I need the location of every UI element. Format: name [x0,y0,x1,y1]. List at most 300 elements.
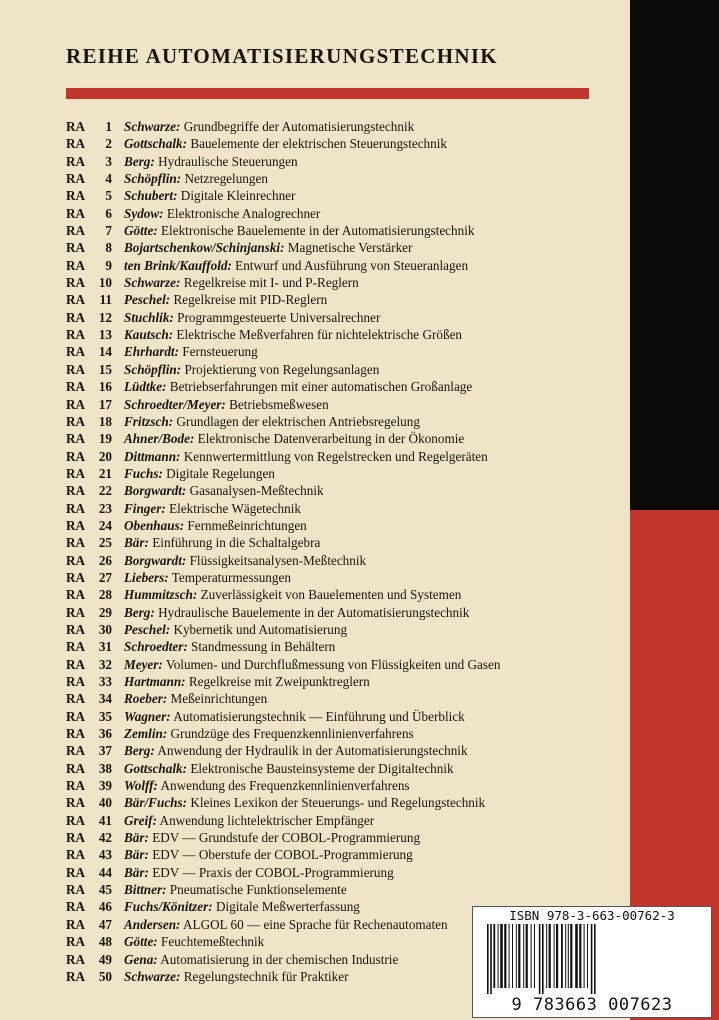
entry-text [124,760,454,777]
book-title: Digitale Regelungen [166,465,275,481]
book-title: Anwendung lichtelektrischer Empfänger [159,812,375,828]
volume-number: 43 [98,847,112,863]
volume-number: 27 [98,569,112,585]
series-entry [66,656,626,673]
series-prefix: RA [66,760,86,776]
entry-text [124,291,327,308]
series-prefix: RA [66,674,86,689]
entry-text [124,708,465,725]
book-title: Elektrische Wägetechnik [169,500,302,516]
series-entry [66,794,626,811]
entry-text [124,448,488,465]
series-prefix: RA [66,344,86,360]
book-title: Projektierung von Regelungsanlagen [184,361,380,377]
volume-number: 6 [105,205,112,221]
entry-text [124,413,420,430]
entry-text [124,465,275,482]
series-entry [66,517,626,534]
author-name: Lüdtke: [124,379,167,395]
series-prefix: RA [66,119,86,134]
volume-number: 48 [98,934,112,950]
red-divider-rule [66,88,589,99]
entry-text [124,638,335,655]
entry-text [124,552,366,569]
book-title: Pneumatische Funktionselemente [169,882,347,898]
author-name: Wolff: [124,778,158,794]
book-title: Anwendung des Frequenzkennlinienverfahrens [160,778,410,794]
series-entry [66,742,626,759]
author-name: Ehrhardt: [124,344,179,360]
author-name: Hartmann: [124,674,186,689]
series-entry [66,135,626,152]
book-title: Automatisierung in der chemischen Industrie [160,951,399,967]
volume-number: 40 [98,795,112,811]
author-name: Berg: [124,743,155,759]
series-entry [66,552,626,569]
series-prefix: RA [66,223,86,239]
entry-text [124,517,307,534]
author-name: Bär: [124,864,149,880]
book-title: Zuverlässigkeit von Bauelementen und Systemen [200,587,462,603]
author-name: Peschel: [124,292,171,308]
author-name: Gottschalk: [124,760,188,776]
series-entry [66,881,626,898]
series-prefix: RA [66,188,86,204]
series-entry [66,118,626,135]
volume-number: 41 [98,812,112,828]
entry-text [124,343,258,360]
series-prefix: RA [66,569,86,585]
author-name: Götte: [124,934,158,950]
series-prefix: RA [66,205,86,221]
entry-text [124,951,398,968]
author-name: Peschel: [124,621,171,637]
series-entry [66,638,626,655]
series-entry [66,690,626,707]
series-entry [66,604,626,621]
author-name: Sydow: [124,205,164,221]
volume-number: 36 [98,726,112,742]
author-name: Bär: [124,847,149,863]
series-prefix: RA [66,864,86,880]
book-title: Volumen- und Durchflußmessung von Flüssigkeiten und Gasen [165,656,501,672]
author-name: Zemlin: [124,726,168,742]
volume-number: 45 [98,882,112,898]
book-title: ALGOL 60 — eine Sprache für Rechenautomaten [183,916,448,932]
entry-text [124,777,410,794]
book-title: Regelkreise mit PID-Reglern [173,292,328,308]
series-prefix: RA [66,361,86,377]
author-name: Finger: [124,500,166,516]
book-title: EDV — Praxis der COBOL-Programmierung [152,864,394,880]
entry-text [124,482,324,499]
entry-text [124,500,301,517]
volume-number: 30 [98,621,112,637]
book-title: Einführung in die Schaltalgebra [152,535,321,551]
series-prefix: RA [66,968,86,984]
series-entry [66,586,626,603]
volume-number: 17 [98,396,112,412]
author-name: Obenhaus: [124,517,185,533]
book-title: Elektronische Bausteinsysteme der Digitaltechnik [190,760,454,776]
series-entry [66,326,626,343]
volume-number: 11 [99,292,112,308]
book-title: Automatisierungstechnik — Einführung und Überblick [173,708,465,724]
entry-text [124,534,320,551]
volume-number: 37 [98,743,112,759]
series-prefix: RA [66,778,86,794]
entry-text [124,361,379,378]
book-title: Kennwertermittlung von Regelstrecken und Regelgeräten [183,448,488,464]
author-name: Schubert: [124,188,178,204]
entry-text [124,187,295,204]
volume-number: 23 [98,500,112,516]
series-entry [66,864,626,881]
entry-text [124,274,359,291]
book-title: Meßeinrichtungen [170,691,268,707]
series-entry [66,222,626,239]
author-name: Bär: [124,830,149,846]
series-entry [66,378,626,395]
volume-number: 39 [98,778,112,794]
series-entry [66,153,626,170]
volume-number: 35 [98,708,112,724]
series-entry [66,187,626,204]
author-name: Meyer: [124,656,163,672]
book-title: Betriebsmeßwesen [229,396,329,412]
author-name: Berg: [124,604,155,620]
volume-number: 20 [98,448,112,464]
series-entry [66,170,626,187]
book-title: Flüssigkeitsanalysen-Meßtechnik [189,552,367,568]
series-entry [66,257,626,274]
entry-text [124,621,347,638]
book-title: Elektronische Datenverarbeitung in der Ökonomie [197,431,465,447]
volume-number: 4 [105,171,112,187]
volume-number: 47 [98,916,112,932]
author-name: Dittmann: [124,448,181,464]
author-name: Bär: [124,535,149,551]
book-title: Betriebserfahrungen mit einer automatischen Großanlage [169,379,473,395]
series-entry [66,413,626,430]
entry-text [124,569,291,586]
entry-text [124,673,370,690]
volume-number: 46 [98,899,112,915]
author-name: Kautsch: [124,327,174,343]
series-title: REIHE AUTOMATISIERUNGSTECHNIK [66,44,498,68]
author-name: Greif: [124,812,157,828]
series-prefix: RA [66,726,86,742]
book-title: Netzregelungen [184,171,268,187]
series-prefix: RA [66,292,86,308]
series-prefix: RA [66,171,86,187]
author-name: Ahner/Bode: [124,431,195,447]
author-name: Stuchlik: [124,309,174,325]
author-name: Borgwardt: [124,483,187,499]
entry-text [124,812,374,829]
author-name: Fuchs/Könitzer: [124,899,213,915]
entry-text [124,968,349,985]
book-title: Digitale Kleinrechner [180,188,296,204]
series-prefix: RA [66,465,86,481]
volume-number: 10 [98,275,112,291]
author-name: ten Brink/Kauffold: [124,257,232,273]
volume-number: 42 [98,830,112,846]
volume-number: 38 [98,760,112,776]
volume-number: 19 [98,431,112,447]
series-prefix: RA [66,136,86,152]
series-entry [66,361,626,378]
author-name: Bär/Fuchs: [124,795,188,811]
series-list [66,118,626,985]
book-title: Gasanalysen-Meßtechnik [189,483,324,499]
entry-text [124,222,474,239]
isbn-barcode [472,906,712,1018]
volume-number: 34 [98,691,112,707]
entry-text [124,725,414,742]
entry-text [124,864,394,881]
series-prefix: RA [66,656,86,672]
book-title: Regelkreise mit Zweipunktreglern [188,674,370,689]
author-name: Schöpflin: [124,361,182,377]
volume-number: 24 [98,517,112,533]
series-entry [66,725,626,742]
volume-number: 12 [98,309,112,325]
series-prefix: RA [66,431,86,447]
series-prefix: RA [66,691,86,707]
author-name: Liebers: [124,569,169,585]
author-name: Schwarze: [124,968,181,984]
author-name: Gottschalk: [124,136,188,152]
volume-number: 18 [98,413,112,429]
book-title: Kybernetik und Automatisierung [173,621,348,637]
entry-text [124,898,360,915]
series-entry [66,205,626,222]
entry-text [124,690,267,707]
series-entry [66,500,626,517]
author-name: Schöpflin: [124,171,182,187]
entry-text [124,829,420,846]
volume-number: 15 [98,361,112,377]
series-prefix: RA [66,275,86,291]
book-title: Regelkreise mit I- und P-Reglern [183,275,359,291]
author-name: Fritzsch: [124,413,174,429]
series-entry [66,673,626,690]
entry-text [124,881,347,898]
entry-text [124,933,264,950]
entry-text [124,604,469,621]
entry-text [124,656,500,673]
volume-number: 25 [98,535,112,551]
volume-number: 33 [98,674,112,689]
book-title: Temperaturmessungen [171,569,291,585]
series-entry [66,569,626,586]
entry-text [124,326,462,343]
series-entry [66,760,626,777]
entry-text [124,239,412,256]
entry-text [124,430,464,447]
entry-text [124,396,329,413]
book-title: EDV — Grundstufe der COBOL-Programmierung [152,830,421,846]
series-prefix: RA [66,708,86,724]
entry-text [124,135,447,152]
volume-number: 16 [98,379,112,395]
volume-number: 22 [98,483,112,499]
author-name: Schroedter: [124,639,188,655]
series-entry [66,846,626,863]
book-title: Grundlagen der elektrischen Antriebsregelung [176,413,420,429]
volume-number: 7 [105,223,112,239]
volume-number: 3 [105,153,112,169]
series-entry [66,448,626,465]
book-title: Grundbegriffe der Automatisierungstechnik [183,119,415,134]
entry-text [124,846,413,863]
author-name: Borgwardt: [124,552,187,568]
series-prefix: RA [66,951,86,967]
series-prefix: RA [66,153,86,169]
series-prefix: RA [66,448,86,464]
series-prefix: RA [66,413,86,429]
book-title: Kleines Lexikon der Steuerungs- und Regelungstechnik [190,795,486,811]
entry-text [124,794,485,811]
series-prefix: RA [66,830,86,846]
series-prefix: RA [66,396,86,412]
ean-digits: 9 783663 007623 [511,995,673,1015]
series-prefix: RA [66,483,86,499]
volume-number: 32 [98,656,112,672]
series-prefix: RA [66,535,86,551]
book-title: Elektrische Meßverfahren für nichtelektrische Größen [176,327,463,343]
barcode-bars [483,924,701,994]
volume-number: 13 [98,327,112,343]
book-title: EDV — Oberstufe der COBOL-Programmierung [152,847,413,863]
series-entry [66,274,626,291]
series-entry [66,621,626,638]
author-name: Fuchs: [124,465,163,481]
book-title: Regelungstechnik für Praktiker [183,968,349,984]
volume-number: 9 [105,257,112,273]
series-prefix: RA [66,639,86,655]
entry-text [124,118,414,135]
series-prefix: RA [66,934,86,950]
entry-text [124,309,380,326]
author-name: Schwarze: [124,275,181,291]
series-entry [66,482,626,499]
book-title: Fernsteuerung [182,344,258,360]
series-entry [66,396,626,413]
series-prefix: RA [66,882,86,898]
book-title: Grundzüge des Frequenzkennlinienverfahrens [170,726,414,742]
series-prefix: RA [66,621,86,637]
series-entry [66,777,626,794]
series-prefix: RA [66,257,86,273]
series-entry [66,534,626,551]
series-prefix: RA [66,240,86,256]
book-title: Standmessung in Behältern [191,639,336,655]
book-title: Hydraulische Steuerungen [158,153,298,169]
author-name: Schroedter/Meyer: [124,396,226,412]
entry-text [124,916,448,933]
book-title: Feuchtemeßtechnik [161,934,265,950]
volume-number: 31 [98,639,112,655]
author-name: Hummitzsch: [124,587,198,603]
volume-number: 29 [98,604,112,620]
series-entry [66,343,626,360]
book-title: Hydraulische Bauelemente in der Automatisierungstechnik [158,604,470,620]
series-prefix: RA [66,847,86,863]
series-entry [66,239,626,256]
author-name: Wagner: [124,708,171,724]
volume-number: 28 [98,587,112,603]
book-title: Bauelemente der elektrischen Steuerungstechnik [190,136,448,152]
book-title: Digitale Meßwerterfassung [215,899,360,915]
author-name: Andersen: [124,916,181,932]
series-entry [66,291,626,308]
series-prefix: RA [66,500,86,516]
series-entry [66,465,626,482]
series-entry [66,708,626,725]
series-prefix: RA [66,916,86,932]
series-entry [66,812,626,829]
series-prefix: RA [66,899,86,915]
book-title: Elektronische Bauelemente in der Automatisierungstechnik [161,223,475,239]
black-color-band [630,0,719,510]
entry-text [124,153,298,170]
entry-text [124,257,468,274]
series-prefix: RA [66,604,86,620]
author-name: Bittner: [124,882,167,898]
series-prefix: RA [66,327,86,343]
series-entry [66,829,626,846]
book-title: Fernmeßeinrichtungen [187,517,307,533]
author-name: Schwarze: [124,119,181,134]
author-name: Berg: [124,153,155,169]
series-entry [66,430,626,447]
volume-number: 2 [105,136,112,152]
book-title: Programmgesteuerte Universalrechner [177,309,381,325]
series-prefix: RA [66,552,86,568]
entry-text [124,170,268,187]
volume-number: 21 [98,465,112,481]
series-prefix: RA [66,587,86,603]
author-name: Götte: [124,223,158,239]
author-name: Gena: [124,951,158,967]
series-entry [66,309,626,326]
author-name: Roeber: [124,691,168,707]
book-title: Elektronische Analogrechner [166,205,321,221]
book-title: Entwurf und Ausführung von Steueranlagen [235,257,469,273]
volume-number: 5 [105,188,112,204]
series-prefix: RA [66,309,86,325]
volume-number: 1 [105,119,112,134]
volume-number: 50 [98,968,112,984]
entry-text [124,205,320,222]
volume-number: 14 [98,344,112,360]
series-prefix: RA [66,517,86,533]
series-prefix: RA [66,795,86,811]
volume-number: 8 [105,240,112,256]
series-prefix: RA [66,743,86,759]
series-prefix: RA [66,812,86,828]
volume-number: 44 [98,864,112,880]
entry-text [124,378,472,395]
volume-number: 49 [98,951,112,967]
series-prefix: RA [66,379,86,395]
entry-text [124,742,468,759]
isbn-label: ISBN 978-3-663-00762-3 [509,908,675,923]
book-title: Magnetische Verstärker [287,240,413,256]
book-title: Anwendung der Hydraulik in der Automatisierungstechnik [157,743,468,759]
